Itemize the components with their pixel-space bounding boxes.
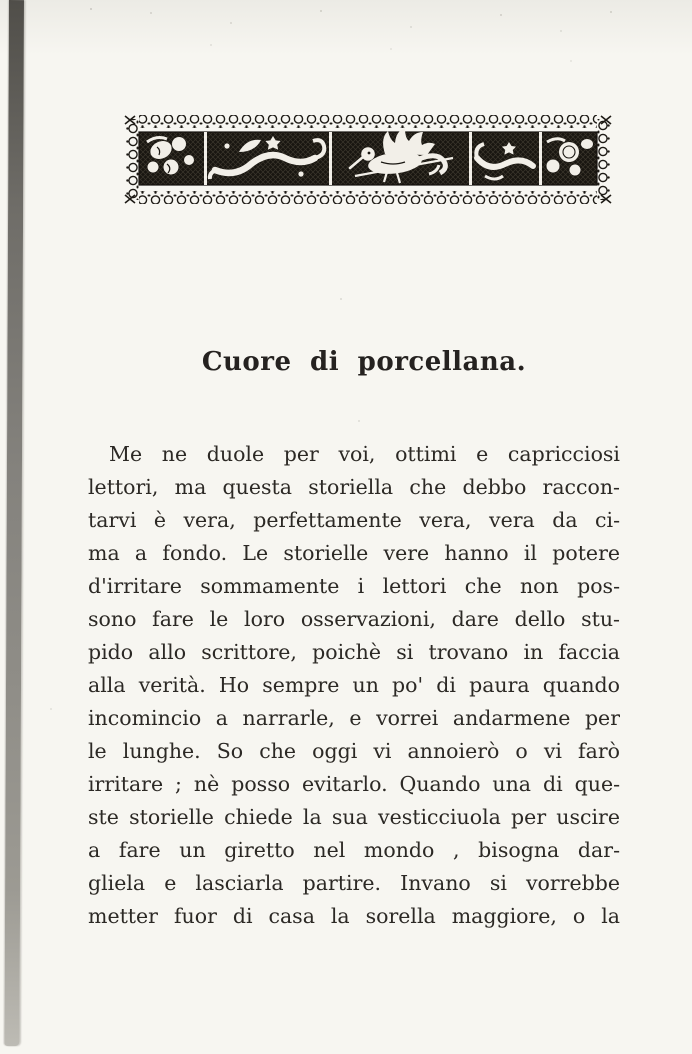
lace-border-bottom [139, 191, 597, 204]
floral-ornament-band [123, 112, 613, 207]
text-line: ste storielle chiede la sua vesticciuola per uscire [88, 805, 620, 829]
text-line: ma a fondo. Le storielle vere hanno il potere [88, 541, 620, 565]
text-line: pido allo scrittore, poichè si trovano in faccia [88, 640, 620, 664]
text-line: gliela e lasciarla partire. Invano si vorrebbe [88, 871, 620, 895]
ornament-band-icon [123, 112, 613, 207]
text-line: lettori, ma questa storiella che debbo raccon- [88, 475, 620, 499]
text-line: a fare un giretto nel mondo , bisogna dar- [88, 838, 620, 862]
text-line: tarvi è vera, perfettamente vera, vera da ci- [88, 508, 620, 532]
lace-border-top [139, 115, 597, 128]
lace-border-left [126, 119, 139, 200]
text-line: Me ne duole per voi, ottimi e capricciosi [109, 442, 620, 466]
paper-speckles [90, 8, 92, 10]
text-line: irritare ; nè posso evitarlo. Quando una di que- [88, 772, 620, 796]
text-line: metter fuor di casa la sorella maggiore, o la [88, 904, 620, 928]
text-line: sono fare le loro osservazioni, dare dello stu- [88, 607, 620, 631]
text-line: d'irritare sommamente i lettori che non pos- [88, 574, 620, 598]
paragraph [88, 438, 620, 933]
chapter-title: Cuore di porcellana. [201, 347, 527, 378]
lace-border-right [597, 119, 610, 200]
text-line: incomincio a narrarle, e vorrei andarmene per [88, 706, 620, 730]
text-line: alla verità. Ho sempre un po' di paura quando [88, 673, 620, 697]
text-line: le lunghe. So che oggi vi annoierò o vi farò [88, 739, 620, 763]
binding-edge [4, 0, 24, 1046]
